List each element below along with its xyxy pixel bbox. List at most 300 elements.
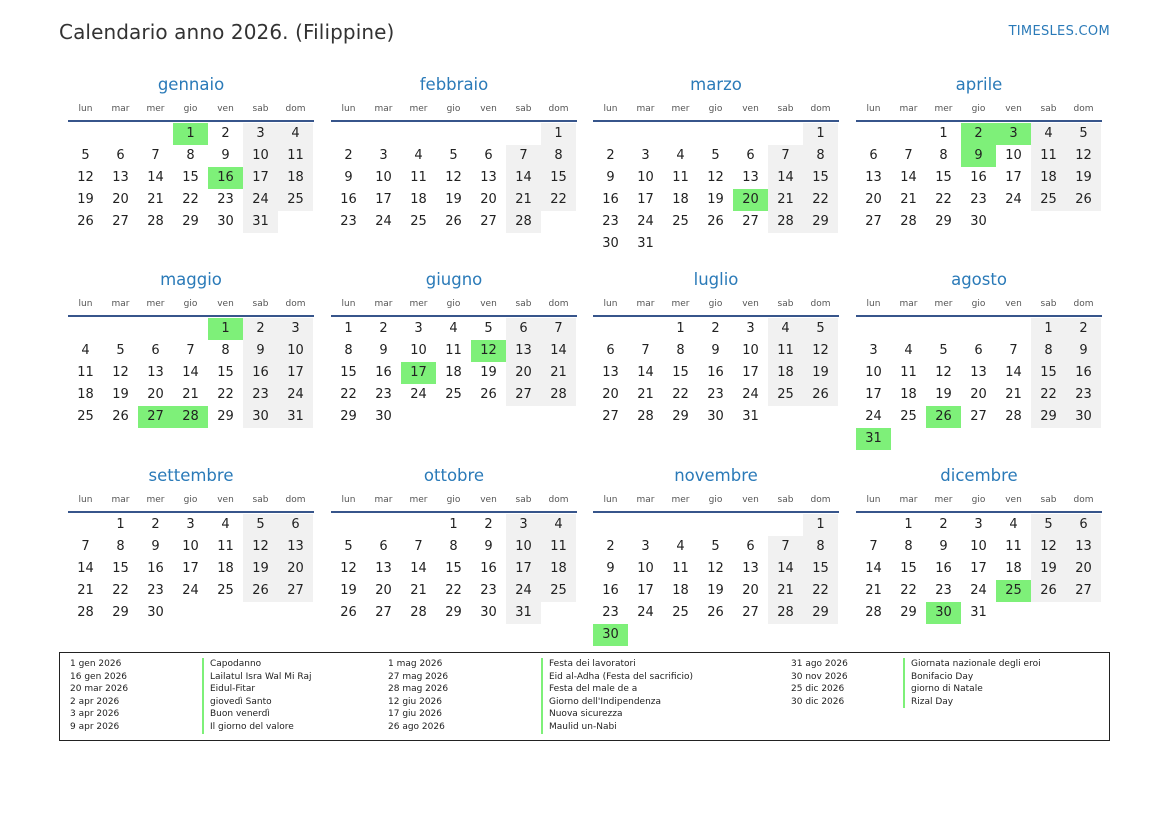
month-name: giugno bbox=[425, 270, 483, 289]
empty-cell bbox=[891, 123, 926, 145]
day-cell: 21 bbox=[182, 387, 199, 402]
weekend-day-cell: 6 bbox=[278, 514, 313, 536]
month-calendar bbox=[593, 73, 839, 255]
day-cell: 7 bbox=[904, 148, 913, 163]
day-cell: 28 bbox=[900, 214, 917, 229]
legend-dates-col-3 bbox=[791, 658, 848, 708]
weekday-label: sab bbox=[777, 495, 794, 505]
weekday-header bbox=[68, 492, 314, 508]
day-cell: 26 bbox=[707, 605, 724, 620]
weekend-day-cell: 22 bbox=[803, 189, 838, 211]
day-cell: 11 bbox=[672, 561, 689, 576]
day-cell: 23 bbox=[707, 387, 724, 402]
day-cell: 16 bbox=[147, 561, 164, 576]
day-cell: 14 bbox=[147, 170, 164, 185]
day-cell: 30 bbox=[217, 214, 234, 229]
day-cell: 16 bbox=[602, 583, 619, 598]
day-cell: 15 bbox=[217, 365, 234, 380]
weekend-day-cell: 10 bbox=[243, 145, 278, 167]
day-cell: 28 bbox=[77, 605, 94, 620]
weekend-day-cell: 14 bbox=[768, 558, 803, 580]
weekend-day-cell: 26 bbox=[1066, 189, 1101, 211]
day-cell: 1 bbox=[344, 321, 353, 336]
day-cell: 23 bbox=[480, 583, 497, 598]
weekend-day-cell: 10 bbox=[506, 536, 541, 558]
day-cell: 15 bbox=[935, 170, 952, 185]
weekend-day-cell: 7 bbox=[768, 536, 803, 558]
legend-entry: giovedì Santo bbox=[202, 696, 311, 709]
day-cell: 3 bbox=[641, 148, 650, 163]
day-cell: 23 bbox=[602, 214, 619, 229]
weekend-day-cell: 15 bbox=[1031, 362, 1066, 384]
day-cell: 2 bbox=[606, 539, 615, 554]
day-cell: 5 bbox=[81, 148, 90, 163]
holiday-day-cell: 2 bbox=[961, 123, 996, 145]
day-cell: 28 bbox=[637, 409, 654, 424]
day-cell: 11 bbox=[77, 365, 94, 380]
weekday-label: dom bbox=[548, 495, 569, 505]
day-grid bbox=[593, 514, 839, 646]
weekday-label: sab bbox=[777, 104, 794, 114]
weekend-day-cell: 26 bbox=[1031, 580, 1066, 602]
empty-cell bbox=[593, 123, 628, 145]
day-cell: 19 bbox=[445, 192, 462, 207]
weekday-label: mar bbox=[374, 495, 393, 505]
weekend-day-cell: 21 bbox=[506, 189, 541, 211]
weekday-label: sab bbox=[515, 299, 532, 309]
empty-cell bbox=[103, 318, 138, 340]
day-cell: 9 bbox=[711, 343, 720, 358]
month-name: agosto bbox=[951, 270, 1007, 289]
weekday-header bbox=[68, 296, 314, 312]
weekend-day-cell: 22 bbox=[803, 580, 838, 602]
day-cell: 2 bbox=[344, 148, 353, 163]
weekend-day-cell: 8 bbox=[541, 145, 576, 167]
day-cell: 15 bbox=[112, 561, 129, 576]
weekend-day-cell: 20 bbox=[1066, 558, 1101, 580]
day-cell: 3 bbox=[974, 517, 983, 532]
weekday-label: gio bbox=[971, 299, 986, 309]
day-cell: 5 bbox=[449, 148, 458, 163]
weekend-day-cell: 4 bbox=[768, 318, 803, 340]
header-divider bbox=[593, 315, 839, 317]
weekend-day-cell: 14 bbox=[768, 167, 803, 189]
day-cell: 23 bbox=[375, 387, 392, 402]
empty-cell bbox=[436, 123, 471, 145]
weekend-day-cell: 27 bbox=[1066, 580, 1101, 602]
weekday-label: sab bbox=[777, 299, 794, 309]
weekday-header bbox=[68, 101, 314, 117]
day-cell: 17 bbox=[375, 192, 392, 207]
weekend-day-cell: 22 bbox=[541, 189, 576, 211]
day-cell: 3 bbox=[641, 539, 650, 554]
month-calendar bbox=[68, 464, 314, 624]
day-cell: 22 bbox=[672, 387, 689, 402]
day-cell: 17 bbox=[182, 561, 199, 576]
holiday-day-cell: 27 bbox=[138, 406, 173, 428]
weekend-day-cell: 14 bbox=[506, 167, 541, 189]
day-cell: 23 bbox=[147, 583, 164, 598]
month-calendar bbox=[68, 268, 314, 428]
day-cell: 29 bbox=[182, 214, 199, 229]
empty-cell bbox=[663, 123, 698, 145]
day-cell: 15 bbox=[900, 561, 917, 576]
day-cell: 20 bbox=[602, 387, 619, 402]
day-grid bbox=[331, 514, 577, 624]
legend-entry: Nuova sicurezza bbox=[541, 708, 693, 721]
day-cell: 23 bbox=[217, 192, 234, 207]
weekend-day-cell: 18 bbox=[541, 558, 576, 580]
month-calendar bbox=[593, 268, 839, 428]
legend-dates-col-2 bbox=[388, 658, 448, 734]
day-cell: 6 bbox=[484, 148, 493, 163]
holiday-day-cell: 31 bbox=[856, 428, 891, 450]
weekend-day-cell: 9 bbox=[243, 340, 278, 362]
weekend-day-cell: 7 bbox=[541, 318, 576, 340]
weekday-label: mar bbox=[899, 299, 918, 309]
day-cell: 17 bbox=[637, 192, 654, 207]
weekend-day-cell: 14 bbox=[541, 340, 576, 362]
day-grid bbox=[331, 123, 577, 233]
legend-entry: Lailatul Isra Wal Mi Raj bbox=[202, 671, 311, 684]
weekend-day-cell: 23 bbox=[243, 384, 278, 406]
weekend-day-cell: 11 bbox=[541, 536, 576, 558]
weekday-label: lun bbox=[866, 495, 881, 505]
weekday-label: sab bbox=[1040, 495, 1057, 505]
legend-entry: 28 mag 2026 bbox=[388, 684, 449, 695]
day-cell: 13 bbox=[480, 170, 497, 185]
empty-cell bbox=[628, 514, 663, 536]
day-cell: 7 bbox=[186, 343, 195, 358]
empty-cell bbox=[698, 514, 733, 536]
header-divider bbox=[331, 120, 577, 122]
holiday-legend bbox=[59, 652, 1110, 741]
day-cell: 19 bbox=[112, 387, 129, 402]
weekend-day-cell: 21 bbox=[768, 580, 803, 602]
day-cell: 22 bbox=[182, 192, 199, 207]
empty-cell bbox=[926, 318, 961, 340]
weekend-day-cell: 5 bbox=[803, 318, 838, 340]
weekday-label: mer bbox=[146, 299, 165, 309]
day-cell: 18 bbox=[900, 387, 917, 402]
day-cell: 18 bbox=[445, 365, 462, 380]
weekday-label: mer bbox=[409, 104, 428, 114]
day-cell: 23 bbox=[935, 583, 952, 598]
empty-cell bbox=[891, 318, 926, 340]
day-cell: 3 bbox=[379, 148, 388, 163]
empty-cell bbox=[856, 514, 891, 536]
weekday-label: ven bbox=[1005, 495, 1022, 505]
day-cell: 8 bbox=[186, 148, 195, 163]
day-cell: 27 bbox=[865, 214, 882, 229]
legend-entry: Maulid un-Nabi bbox=[541, 721, 693, 734]
weekend-day-cell: 12 bbox=[243, 536, 278, 558]
weekend-day-cell: 19 bbox=[1066, 167, 1101, 189]
weekday-label: lun bbox=[341, 495, 356, 505]
legend-entry: Giornata nazionale degli eroi bbox=[903, 658, 1041, 671]
weekday-label: gio bbox=[971, 495, 986, 505]
weekend-day-cell: 11 bbox=[768, 340, 803, 362]
weekday-label: ven bbox=[480, 104, 497, 114]
day-cell: 13 bbox=[742, 561, 759, 576]
month-calendar bbox=[856, 268, 1102, 450]
weekend-day-cell: 26 bbox=[803, 384, 838, 406]
day-cell: 19 bbox=[340, 583, 357, 598]
day-cell: 24 bbox=[637, 214, 654, 229]
weekend-day-cell: 9 bbox=[1066, 340, 1101, 362]
day-cell: 21 bbox=[865, 583, 882, 598]
header-divider bbox=[68, 511, 314, 513]
day-cell: 2 bbox=[484, 517, 493, 532]
weekday-header bbox=[331, 492, 577, 508]
empty-cell bbox=[506, 123, 541, 145]
weekend-day-cell: 18 bbox=[1031, 167, 1066, 189]
month-name: marzo bbox=[690, 75, 742, 94]
legend-entry: 30 dic 2026 bbox=[791, 696, 845, 707]
day-cell: 12 bbox=[445, 170, 462, 185]
header-divider bbox=[593, 511, 839, 513]
day-cell: 29 bbox=[672, 409, 689, 424]
day-cell: 5 bbox=[344, 539, 353, 554]
empty-cell bbox=[733, 514, 768, 536]
day-cell: 18 bbox=[672, 583, 689, 598]
weekday-header bbox=[331, 101, 577, 117]
day-cell: 5 bbox=[939, 343, 948, 358]
weekend-day-cell: 8 bbox=[1031, 340, 1066, 362]
weekend-day-cell: 13 bbox=[1066, 536, 1101, 558]
day-cell: 27 bbox=[375, 605, 392, 620]
weekday-label: dom bbox=[810, 299, 831, 309]
day-cell: 4 bbox=[449, 321, 458, 336]
legend-entry: 30 nov 2026 bbox=[791, 671, 848, 682]
day-cell: 8 bbox=[676, 343, 685, 358]
day-cell: 7 bbox=[81, 539, 90, 554]
day-cell: 9 bbox=[151, 539, 160, 554]
day-cell: 17 bbox=[865, 387, 882, 402]
legend-entry: Eid al-Adha (Festa del sacrificio) bbox=[541, 671, 693, 684]
day-cell: 9 bbox=[606, 561, 615, 576]
weekend-day-cell: 3 bbox=[243, 123, 278, 145]
day-cell: 5 bbox=[116, 343, 125, 358]
day-cell: 16 bbox=[375, 365, 392, 380]
weekday-label: lun bbox=[341, 104, 356, 114]
day-cell: 14 bbox=[637, 365, 654, 380]
weekend-day-cell: 17 bbox=[278, 362, 313, 384]
weekday-label: mar bbox=[636, 104, 655, 114]
weekend-day-cell: 26 bbox=[243, 580, 278, 602]
weekday-label: mar bbox=[374, 104, 393, 114]
weekend-day-cell: 17 bbox=[243, 167, 278, 189]
day-cell: 25 bbox=[410, 214, 427, 229]
empty-cell bbox=[698, 123, 733, 145]
day-cell: 12 bbox=[935, 365, 952, 380]
day-cell: 3 bbox=[869, 343, 878, 358]
day-cell: 10 bbox=[637, 170, 654, 185]
day-grid bbox=[68, 123, 314, 233]
day-cell: 29 bbox=[217, 409, 234, 424]
day-cell: 2 bbox=[221, 126, 230, 141]
legend-entry: 17 giu 2026 bbox=[388, 709, 442, 720]
weekend-day-cell: 15 bbox=[803, 167, 838, 189]
day-cell: 22 bbox=[112, 583, 129, 598]
weekday-label: mer bbox=[934, 299, 953, 309]
day-cell: 1 bbox=[116, 517, 125, 532]
weekday-label: mer bbox=[671, 299, 690, 309]
legend-entry: giorno di Natale bbox=[903, 683, 1041, 696]
weekend-day-cell: 11 bbox=[1031, 145, 1066, 167]
weekday-label: ven bbox=[742, 299, 759, 309]
day-cell: 18 bbox=[672, 192, 689, 207]
day-cell: 27 bbox=[742, 605, 759, 620]
day-cell: 24 bbox=[410, 387, 427, 402]
month-calendar bbox=[331, 268, 577, 428]
day-cell: 9 bbox=[379, 343, 388, 358]
holiday-day-cell: 1 bbox=[208, 318, 243, 340]
day-cell: 27 bbox=[742, 214, 759, 229]
day-cell: 6 bbox=[116, 148, 125, 163]
empty-cell bbox=[331, 123, 366, 145]
day-cell: 12 bbox=[707, 561, 724, 576]
weekday-header bbox=[593, 492, 839, 508]
day-cell: 13 bbox=[147, 365, 164, 380]
weekend-day-cell: 1 bbox=[803, 123, 838, 145]
weekend-day-cell: 25 bbox=[541, 580, 576, 602]
empty-cell bbox=[856, 318, 891, 340]
weekday-label: lun bbox=[341, 299, 356, 309]
holiday-day-cell: 9 bbox=[961, 145, 996, 167]
weekday-label: sab bbox=[252, 104, 269, 114]
empty-cell bbox=[593, 514, 628, 536]
weekend-day-cell: 31 bbox=[506, 602, 541, 624]
day-cell: 10 bbox=[1005, 148, 1022, 163]
weekend-day-cell: 15 bbox=[541, 167, 576, 189]
day-cell: 20 bbox=[375, 583, 392, 598]
weekday-label: gio bbox=[183, 495, 198, 505]
weekday-label: gio bbox=[183, 299, 198, 309]
weekend-day-cell: 7 bbox=[506, 145, 541, 167]
weekend-day-cell: 19 bbox=[1031, 558, 1066, 580]
day-cell: 12 bbox=[77, 170, 94, 185]
legend-entry: Festa dei lavoratori bbox=[541, 658, 693, 671]
day-cell: 30 bbox=[707, 409, 724, 424]
weekend-day-cell: 6 bbox=[1066, 514, 1101, 536]
weekend-day-cell: 2 bbox=[243, 318, 278, 340]
day-cell: 22 bbox=[935, 192, 952, 207]
header-divider bbox=[331, 315, 577, 317]
month-name: aprile bbox=[955, 75, 1003, 94]
header-divider bbox=[856, 120, 1102, 122]
legend-entry: 20 mar 2026 bbox=[70, 684, 129, 695]
weekend-day-cell: 28 bbox=[541, 384, 576, 406]
weekday-label: mar bbox=[636, 299, 655, 309]
day-cell: 11 bbox=[1005, 539, 1022, 554]
legend-entry: 25 dic 2026 bbox=[791, 684, 845, 695]
weekday-label: dom bbox=[548, 104, 569, 114]
weekday-label: lun bbox=[603, 495, 618, 505]
weekend-day-cell: 5 bbox=[1031, 514, 1066, 536]
weekend-day-cell: 12 bbox=[803, 340, 838, 362]
day-cell: 14 bbox=[410, 561, 427, 576]
day-cell: 4 bbox=[81, 343, 90, 358]
weekend-day-cell: 7 bbox=[768, 145, 803, 167]
holiday-day-cell: 12 bbox=[471, 340, 506, 362]
weekend-day-cell: 13 bbox=[506, 340, 541, 362]
weekday-label: sab bbox=[515, 104, 532, 114]
day-cell: 10 bbox=[637, 561, 654, 576]
day-cell: 10 bbox=[182, 539, 199, 554]
day-cell: 26 bbox=[340, 605, 357, 620]
weekend-day-cell: 2 bbox=[1066, 318, 1101, 340]
day-cell: 19 bbox=[707, 583, 724, 598]
day-cell: 20 bbox=[480, 192, 497, 207]
day-cell: 9 bbox=[606, 170, 615, 185]
month-name: ottobre bbox=[423, 466, 485, 485]
day-cell: 17 bbox=[970, 561, 987, 576]
day-cell: 22 bbox=[340, 387, 357, 402]
holiday-day-cell: 30 bbox=[926, 602, 961, 624]
weekend-day-cell: 1 bbox=[1031, 318, 1066, 340]
day-cell: 4 bbox=[676, 148, 685, 163]
weekday-label: mar bbox=[899, 495, 918, 505]
weekday-label: ven bbox=[217, 495, 234, 505]
weekday-header bbox=[593, 296, 839, 312]
weekday-label: gio bbox=[708, 495, 723, 505]
day-grid bbox=[331, 318, 577, 428]
weekday-header bbox=[856, 492, 1102, 508]
legend-entry: 1 gen 2026 bbox=[70, 659, 122, 669]
day-cell: 20 bbox=[865, 192, 882, 207]
day-cell: 19 bbox=[707, 192, 724, 207]
day-cell: 29 bbox=[445, 605, 462, 620]
weekday-label: lun bbox=[78, 299, 93, 309]
day-cell: 1 bbox=[676, 321, 685, 336]
day-cell: 17 bbox=[742, 365, 759, 380]
day-cell: 6 bbox=[379, 539, 388, 554]
weekday-label: mar bbox=[636, 495, 655, 505]
day-cell: 8 bbox=[116, 539, 125, 554]
weekday-label: lun bbox=[78, 495, 93, 505]
weekend-day-cell: 13 bbox=[278, 536, 313, 558]
day-cell: 4 bbox=[904, 343, 913, 358]
empty-cell bbox=[768, 514, 803, 536]
holiday-day-cell: 16 bbox=[208, 167, 243, 189]
weekend-day-cell: 22 bbox=[1031, 384, 1066, 406]
empty-cell bbox=[366, 123, 401, 145]
legend-entry: Giorno dell'Indipendenza bbox=[541, 696, 693, 709]
day-cell: 22 bbox=[217, 387, 234, 402]
weekday-label: dom bbox=[1073, 104, 1094, 114]
weekend-day-cell: 5 bbox=[243, 514, 278, 536]
month-calendar bbox=[593, 464, 839, 646]
holiday-day-cell: 28 bbox=[173, 406, 208, 428]
day-cell: 25 bbox=[900, 409, 917, 424]
weekday-label: dom bbox=[810, 495, 831, 505]
month-calendar bbox=[68, 73, 314, 233]
weekend-day-cell: 3 bbox=[278, 318, 313, 340]
day-cell: 23 bbox=[340, 214, 357, 229]
day-cell: 30 bbox=[375, 409, 392, 424]
brand-link[interactable]: TIMESLES.COM bbox=[1008, 24, 1110, 39]
day-cell: 6 bbox=[869, 148, 878, 163]
weekend-day-cell: 25 bbox=[768, 384, 803, 406]
day-cell: 28 bbox=[410, 605, 427, 620]
weekday-label: lun bbox=[866, 104, 881, 114]
weekend-day-cell: 8 bbox=[803, 145, 838, 167]
day-cell: 2 bbox=[151, 517, 160, 532]
month-calendar bbox=[856, 464, 1102, 624]
day-cell: 25 bbox=[672, 214, 689, 229]
day-cell: 20 bbox=[970, 387, 987, 402]
